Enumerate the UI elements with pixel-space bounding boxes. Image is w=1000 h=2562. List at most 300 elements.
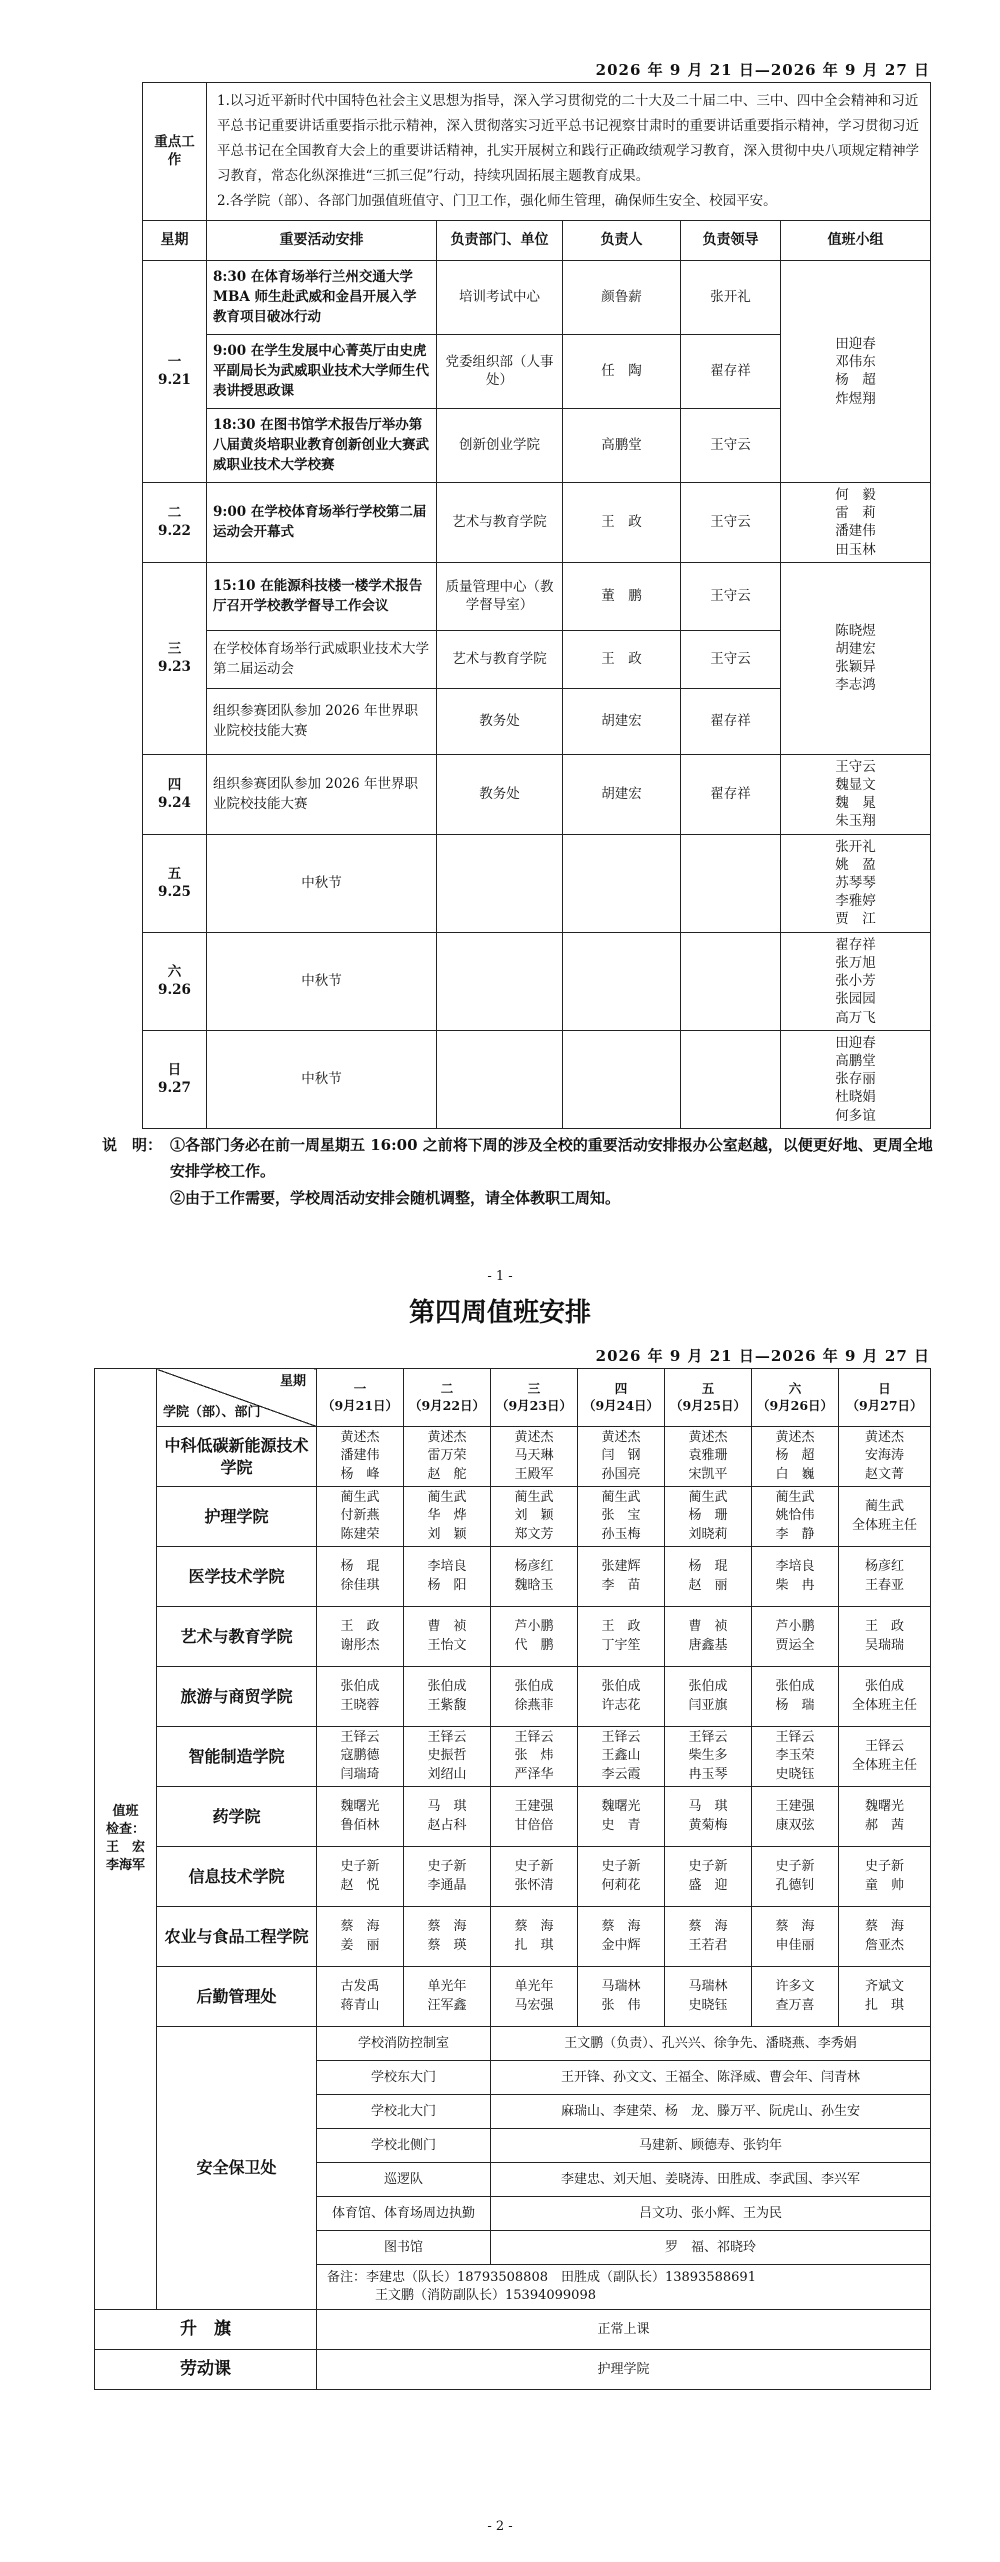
activity-cell: 15:10 在能源科技楼一楼学术报告厅召开学校教学督导工作会议	[207, 562, 437, 630]
page-number-2: - 2 -	[487, 2519, 513, 2534]
name-cell	[404, 1727, 491, 1787]
duty-name: 蔡 海	[601, 1919, 641, 1935]
duty-name: 黄述杰	[775, 1430, 815, 1446]
name-cell	[839, 1787, 931, 1847]
security-row	[95, 2027, 931, 2061]
day-header-date: （9月27日）	[846, 1397, 923, 1413]
duty-name: 袁雅珊	[688, 1448, 728, 1464]
name-cell	[752, 1967, 839, 2027]
name-cell	[665, 1607, 752, 1667]
duty-name: 马 琪	[688, 1799, 728, 1815]
name-cell	[752, 1607, 839, 1667]
duty-member: 翟存祥	[835, 936, 876, 953]
note-line-2: ②由于工作需要，学校周活动安排会随机调整，请全体教职工周知。	[170, 1188, 621, 1207]
duty-name: 郑文芳	[514, 1526, 554, 1542]
duty-member: 杜晓娟	[835, 1089, 876, 1106]
duty-name: 李通晶	[427, 1877, 467, 1893]
duty-name: 蔺生武	[340, 1490, 380, 1506]
schedule-header: 负责人	[563, 220, 681, 260]
duty-member: 杨 超	[835, 372, 876, 389]
day-name: 五	[167, 865, 182, 882]
schedule-row	[143, 834, 931, 932]
duty-name: 全体班主任	[851, 1517, 917, 1533]
day-header-name: 五	[701, 1381, 715, 1397]
duty-group-cell	[781, 932, 931, 1030]
name-cell	[404, 1607, 491, 1667]
leader-cell: 王守云	[681, 562, 781, 630]
duty-name: 史 青	[601, 1817, 641, 1833]
schedule-header: 星期	[143, 220, 207, 260]
duty-header-row	[95, 1369, 931, 1427]
duty-name: 蔡 海	[864, 1919, 904, 1935]
name-cell	[491, 1907, 578, 1967]
name-cell	[665, 1547, 752, 1607]
name-cell	[839, 1907, 931, 1967]
day-name: 二	[167, 505, 182, 522]
name-cell	[752, 1727, 839, 1787]
schedule-header: 负责部门、单位	[437, 220, 563, 260]
duty-member: 田玉林	[835, 541, 876, 558]
name-cell	[491, 1847, 578, 1907]
duty-name: 汪军鑫	[427, 1997, 467, 2013]
duty-name: 查万喜	[775, 1997, 815, 2013]
duty-name: 蔺生武	[514, 1490, 554, 1506]
duty-name: 史振哲	[427, 1748, 467, 1764]
day-header-name: 二	[440, 1381, 454, 1397]
duty-name: 黄述杰	[340, 1430, 380, 1446]
duty-title: 第四周值班安排	[408, 1298, 591, 1328]
name-cell	[491, 1967, 578, 2027]
name-cell	[491, 1547, 578, 1607]
duty-member: 贾 江	[835, 911, 876, 928]
name-cell	[839, 1487, 931, 1547]
duty-name: 金中辉	[601, 1937, 641, 1953]
date-range-duty: 2026 年 9 月 21 日—2026 年 9 月 27 日	[595, 1347, 930, 1365]
duty-name: 全体班主任	[851, 1697, 917, 1713]
day-header-date: （9月22日）	[408, 1397, 486, 1413]
security-names: 吕文功、张小辉、王为民	[491, 2197, 931, 2231]
day-date: 9.22	[158, 523, 191, 540]
check-line: 李海军	[105, 1858, 145, 1874]
duty-name: 孙国亮	[601, 1466, 641, 1482]
duty-name: 何莉花	[601, 1877, 641, 1893]
duty-name: 马瑞林	[601, 1979, 641, 1995]
duty-name: 赵文菁	[864, 1466, 904, 1482]
activity-cell: 8:30 在体育场举行兰州交通大学MBA 师生赴武威和金昌开展入学教育项目破冰行动	[207, 260, 437, 334]
name-cell	[404, 1427, 491, 1487]
duty-name: 王晓蓉	[340, 1697, 380, 1713]
duty-name: 张伯成	[864, 1679, 904, 1695]
duty-name: 张怀清	[514, 1877, 554, 1893]
dept-cell: 艺术与教育学院	[437, 482, 563, 562]
duty-name: 蔡 海	[427, 1919, 467, 1935]
holiday-cell: 中秋节	[207, 932, 437, 1030]
name-cell	[752, 1847, 839, 1907]
duty-name: 魏晗玉	[514, 1577, 554, 1593]
page-number-1: - 1 -	[487, 1269, 513, 1284]
name-cell	[665, 1787, 752, 1847]
duty-name: 谢彤杰	[340, 1637, 380, 1653]
activity-cell: 在学校体育场举行武威职业技术大学第二届运动会	[207, 630, 437, 688]
duty-name: 史子新	[340, 1859, 380, 1875]
duty-name: 李玉荣	[775, 1748, 815, 1764]
duty-name: 蔺生武	[775, 1490, 815, 1506]
duty-name: 扎 琪	[514, 1937, 554, 1953]
duty-member: 张开礼	[835, 838, 876, 855]
day-date: 9.23	[158, 659, 191, 676]
name-cell	[317, 1847, 404, 1907]
person-cell: 高鹏堂	[563, 408, 681, 482]
schedule-row	[143, 260, 931, 334]
duty-member: 苏琴琴	[835, 875, 876, 892]
duty-name: 史子新	[864, 1859, 904, 1875]
duty-name: 丁宇笙	[601, 1637, 641, 1653]
duty-name: 马瑞林	[688, 1979, 728, 1995]
dept-cell: 教务处	[437, 688, 563, 754]
duty-name: 赵占科	[427, 1817, 467, 1833]
duty-name: 黄述杰	[601, 1430, 641, 1446]
notes-section	[102, 1132, 942, 1211]
name-cell	[665, 1907, 752, 1967]
duty-name: 姚恰伟	[775, 1508, 815, 1524]
day-header	[578, 1369, 665, 1427]
security-location: 学校北侧门	[317, 2129, 491, 2163]
name-cell	[404, 1787, 491, 1847]
duty-member: 高万飞	[835, 1009, 876, 1026]
schedule-row	[143, 932, 931, 1030]
duty-member: 胡建宏	[835, 641, 876, 657]
duty-name: 柴生多	[688, 1748, 728, 1764]
name-cell	[839, 1847, 931, 1907]
duty-name: 王 政	[601, 1619, 641, 1635]
flag-value: 正常上课	[317, 2310, 931, 2350]
duty-name: 杨 峰	[340, 1466, 380, 1482]
duty-name: 王殿军	[514, 1466, 554, 1482]
duty-name: 芦小鹏	[775, 1619, 815, 1635]
day-header-name: 四	[614, 1381, 628, 1397]
duty-member: 张存丽	[835, 1071, 876, 1088]
duty-member: 陈晓煜	[835, 622, 876, 639]
duty-name: 杨 珊	[688, 1508, 728, 1524]
duty-name: 魏曙光	[601, 1799, 641, 1815]
dept-cell	[437, 932, 563, 1030]
duty-name: 赵 舵	[427, 1466, 467, 1482]
schedule-header: 负责领导	[681, 220, 781, 260]
duty-name: 蔺生武	[864, 1499, 904, 1515]
name-cell	[317, 1667, 404, 1727]
security-names: 马建新、顾德寿、张钧年	[491, 2129, 931, 2163]
day-name: 三	[167, 641, 182, 657]
name-cell	[578, 1607, 665, 1667]
schedule-row	[143, 562, 931, 630]
duty-name: 闫瑞琦	[340, 1766, 380, 1782]
day-cell	[143, 482, 207, 562]
name-cell	[665, 1667, 752, 1727]
duty-member: 炸煜翔	[835, 390, 876, 407]
name-cell	[491, 1727, 578, 1787]
duty-member: 姚 盈	[835, 856, 876, 873]
person-cell: 任 陶	[563, 334, 681, 408]
duty-name: 王铎云	[775, 1730, 815, 1746]
duty-name: 王铎云	[427, 1730, 467, 1746]
duty-group-cell	[781, 562, 931, 754]
schedule-header: 值班小组	[781, 220, 931, 260]
duty-name: 吴瑞瑞	[864, 1637, 904, 1653]
day-header	[665, 1369, 752, 1427]
day-name: 四	[167, 776, 182, 793]
name-cell	[491, 1787, 578, 1847]
duty-member: 李雅婷	[835, 893, 876, 910]
focus-label: 重点工作	[143, 83, 207, 221]
duty-name: 蔺生武	[427, 1490, 467, 1506]
security-location: 巡逻队	[317, 2163, 491, 2197]
security-names: 李建忠、刘天旭、姜晓涛、田胜成、李武国、李兴军	[491, 2163, 931, 2197]
duty-member: 邓伟东	[835, 354, 876, 371]
duty-name: 刘 颖	[427, 1526, 467, 1542]
leader-cell	[681, 932, 781, 1030]
duty-name: 白 巍	[775, 1466, 815, 1482]
name-cell	[578, 1907, 665, 1967]
name-cell	[578, 1547, 665, 1607]
focus-line: 2.各学院（部）、各部门加强值班值守、门卫工作，强化师生管理，确保师生安全、校园平安。	[217, 192, 777, 209]
duty-group-cell	[781, 834, 931, 932]
dept-name: 艺术与教育学院	[157, 1607, 317, 1667]
day-header-name: 六	[788, 1381, 802, 1397]
duty-name: 徐佳琪	[340, 1577, 380, 1593]
name-cell	[404, 1847, 491, 1907]
corner-bottom: 学院（部）、部门	[163, 1405, 261, 1421]
dept-cell	[437, 1030, 563, 1128]
name-cell	[404, 1667, 491, 1727]
duty-name: 杨 琨	[688, 1559, 728, 1575]
security-location: 学校东大门	[317, 2061, 491, 2095]
leader-cell	[681, 1030, 781, 1128]
duty-name: 史晓钰	[688, 1997, 728, 2013]
duty-name: 张伯成	[514, 1679, 554, 1695]
duty-name: 刘绍山	[427, 1766, 467, 1782]
duty-name: 刘 颖	[514, 1508, 554, 1524]
day-name: 日	[167, 1062, 182, 1079]
dept-name: 农业与食品工程学院	[157, 1907, 317, 1967]
duty-name: 黄述杰	[688, 1430, 728, 1446]
person-cell: 胡建宏	[563, 754, 681, 834]
activity-cell: 组织参赛团队参加 2026 年世界职业院校技能大赛	[207, 754, 437, 834]
duty-name: 孔德钊	[775, 1877, 815, 1893]
duty-name: 付新燕	[340, 1508, 380, 1524]
duty-name: 王鑫山	[601, 1748, 641, 1764]
duty-name: 全体班主任	[851, 1757, 917, 1773]
duty-row	[95, 1727, 931, 1787]
name-cell	[404, 1967, 491, 2027]
duty-name: 许多文	[775, 1979, 815, 1995]
duty-member: 魏显文	[835, 776, 876, 793]
duty-name: 张伯成	[427, 1679, 467, 1695]
duty-name: 郝 茜	[864, 1817, 904, 1833]
duty-name: 王若君	[688, 1937, 728, 1953]
duty-row	[95, 1787, 931, 1847]
name-cell	[491, 1487, 578, 1547]
name-cell	[317, 1427, 404, 1487]
day-cell	[143, 562, 207, 754]
duty-group-cell	[781, 1030, 931, 1128]
duty-name: 严泽华	[514, 1766, 554, 1782]
name-cell	[839, 1547, 931, 1607]
duty-name: 芦小鹏	[514, 1619, 554, 1635]
name-cell	[839, 1667, 931, 1727]
leader-cell	[681, 834, 781, 932]
name-cell	[578, 1967, 665, 2027]
name-cell	[317, 1607, 404, 1667]
duty-name: 鲁佰林	[340, 1817, 380, 1833]
person-cell: 颜鲁薪	[563, 260, 681, 334]
duty-name: 詹亚杰	[864, 1937, 904, 1953]
security-names: 王开锋、孙文文、王福全、陈泽威、曹会年、闫青林	[491, 2061, 931, 2095]
duty-name: 王铎云	[340, 1730, 380, 1746]
day-date: 9.26	[158, 982, 191, 999]
duty-member: 高鹏堂	[835, 1053, 876, 1069]
dept-cell: 教务处	[437, 754, 563, 834]
person-cell	[563, 932, 681, 1030]
day-header	[404, 1369, 491, 1427]
day-header-date: （9月21日）	[321, 1397, 399, 1413]
day-cell	[143, 834, 207, 932]
duty-name: 史子新	[601, 1859, 641, 1875]
person-cell: 董 鹏	[563, 562, 681, 630]
duty-member: 张园园	[835, 991, 876, 1008]
duty-name: 古发禹	[340, 1979, 380, 1995]
security-dept: 安全保卫处	[157, 2027, 317, 2310]
dept-cell: 党委组织部（人事处）	[437, 334, 563, 408]
security-note	[317, 2265, 931, 2310]
day-header	[317, 1369, 404, 1427]
duty-name: 安海涛	[864, 1448, 904, 1464]
duty-name: 闫亚旗	[688, 1697, 728, 1713]
duty-name: 扎 琪	[864, 1997, 904, 2013]
date-range-header: 2026 年 9 月 21 日—2026 年 9 月 27 日	[595, 61, 930, 79]
name-cell	[665, 1847, 752, 1907]
duty-name: 闫 钢	[601, 1448, 641, 1464]
duty-name: 刘晓莉	[688, 1526, 728, 1542]
duty-name: 史晓钰	[775, 1766, 815, 1782]
leader-cell: 翟存祥	[681, 754, 781, 834]
duty-name: 李 静	[775, 1526, 815, 1542]
schedule-header: 重要活动安排	[207, 220, 437, 260]
duty-name: 贾运全	[775, 1637, 815, 1653]
activity-cell: 9:00 在学校体育场举行学校第二届运动会开幕式	[207, 482, 437, 562]
duty-name: 孙玉梅	[601, 1526, 641, 1542]
labor-value: 护理学院	[317, 2350, 931, 2390]
duty-row	[95, 1487, 931, 1547]
dept-name: 智能制造学院	[157, 1727, 317, 1787]
name-cell	[578, 1727, 665, 1787]
duty-name: 曹 祯	[688, 1619, 728, 1635]
duty-name: 冉玉琴	[688, 1766, 728, 1782]
name-cell	[317, 1967, 404, 2027]
duty-name: 曹 祯	[427, 1619, 467, 1635]
duty-member: 李志鸿	[835, 677, 876, 694]
duty-member: 张颖异	[835, 659, 876, 676]
duty-name: 魏曙光	[340, 1799, 380, 1815]
security-names: 罗 福、祁晓玲	[491, 2231, 931, 2265]
duty-name: 盛 迎	[688, 1877, 728, 1893]
name-cell	[317, 1547, 404, 1607]
focus-line: 1.以习近平新时代中国特色社会主义思想为指导，深入学习贯彻党的二十大及二十届二中、三中、四中全会精神和习近平总书记重要讲话重要指示批示精神，深入贯彻落实习近平总书记视察甘肃时的重要讲话重要指示精神，学习贯彻习近平总书记在全国教育大会上的重要讲话精神，扎实开展树立和践行正确政绩观学习教育，深入贯彻中央八项规定精神学习教育，常态化纵深推进“三抓三促”行动，持续巩固拓展主题教育成果。	[217, 93, 919, 184]
duty-name: 李培良	[427, 1559, 467, 1575]
duty-group-cell	[781, 482, 931, 562]
day-header	[839, 1369, 931, 1427]
dept-cell: 培训考试中心	[437, 260, 563, 334]
duty-check-cell	[95, 1369, 157, 2310]
duty-name: 李培良	[775, 1559, 815, 1575]
duty-name: 王紫馥	[427, 1697, 467, 1713]
duty-name: 王怡文	[427, 1637, 467, 1653]
dept-cell: 创新创业学院	[437, 408, 563, 482]
duty-name: 张伯成	[775, 1679, 815, 1695]
duty-name: 王 政	[864, 1619, 904, 1635]
duty-name: 许志花	[601, 1697, 641, 1713]
labor-row	[95, 2350, 931, 2390]
dept-name: 旅游与商贸学院	[157, 1667, 317, 1727]
duty-name: 单光年	[427, 1979, 467, 1995]
duty-name: 张 炜	[514, 1748, 554, 1764]
notes-label: 说 明：	[102, 1136, 163, 1154]
duty-name: 张 宝	[601, 1508, 641, 1524]
name-cell	[491, 1667, 578, 1727]
duty-name: 童 帅	[864, 1877, 904, 1893]
name-cell	[317, 1727, 404, 1787]
duty-name: 赵 丽	[688, 1577, 728, 1593]
duty-name: 王铎云	[514, 1730, 554, 1746]
labor-label: 劳动课	[95, 2350, 317, 2390]
day-date: 9.25	[158, 884, 191, 901]
security-note-line: 王文鹏（消防副队长）15394099098	[375, 2288, 596, 2304]
duty-name: 华 烨	[427, 1508, 467, 1524]
leader-cell: 王守云	[681, 630, 781, 688]
day-header-date: （9月24日）	[582, 1397, 660, 1413]
duty-name: 陈建荣	[340, 1526, 380, 1542]
day-cell	[143, 932, 207, 1030]
security-note-line: 备注：李建忠（队长）18793508808 田胜成（副队长）13893588691	[327, 2270, 756, 2285]
name-cell	[665, 1487, 752, 1547]
name-cell	[404, 1547, 491, 1607]
duty-name: 赵 悦	[340, 1877, 380, 1893]
duty-member: 朱玉翔	[835, 813, 876, 830]
weekly-schedule-table	[142, 82, 931, 1129]
corner-cell	[157, 1369, 317, 1427]
duty-member: 王守云	[835, 758, 876, 775]
flag-label: 升 旗	[95, 2310, 317, 2350]
duty-group-cell	[781, 754, 931, 834]
name-cell	[578, 1487, 665, 1547]
day-header	[491, 1369, 578, 1427]
duty-name: 王铎云	[864, 1739, 904, 1755]
duty-name: 宋凯平	[688, 1466, 728, 1482]
name-cell	[404, 1907, 491, 1967]
dept-cell: 艺术与教育学院	[437, 630, 563, 688]
activity-cell: 组织参赛团队参加 2026 年世界职业院校技能大赛	[207, 688, 437, 754]
duty-name: 蔡 海	[514, 1919, 554, 1935]
day-header-name: 三	[527, 1381, 541, 1397]
dept-name: 信息技术学院	[157, 1847, 317, 1907]
name-cell	[404, 1487, 491, 1547]
duty-name: 甘倍倍	[514, 1817, 554, 1833]
duty-name: 李云霞	[601, 1766, 641, 1782]
security-location: 图书馆	[317, 2231, 491, 2265]
duty-name: 柴 冉	[775, 1577, 815, 1593]
duty-row	[95, 1847, 931, 1907]
duty-name: 张伯成	[601, 1679, 641, 1695]
duty-name: 张建辉	[601, 1559, 641, 1575]
